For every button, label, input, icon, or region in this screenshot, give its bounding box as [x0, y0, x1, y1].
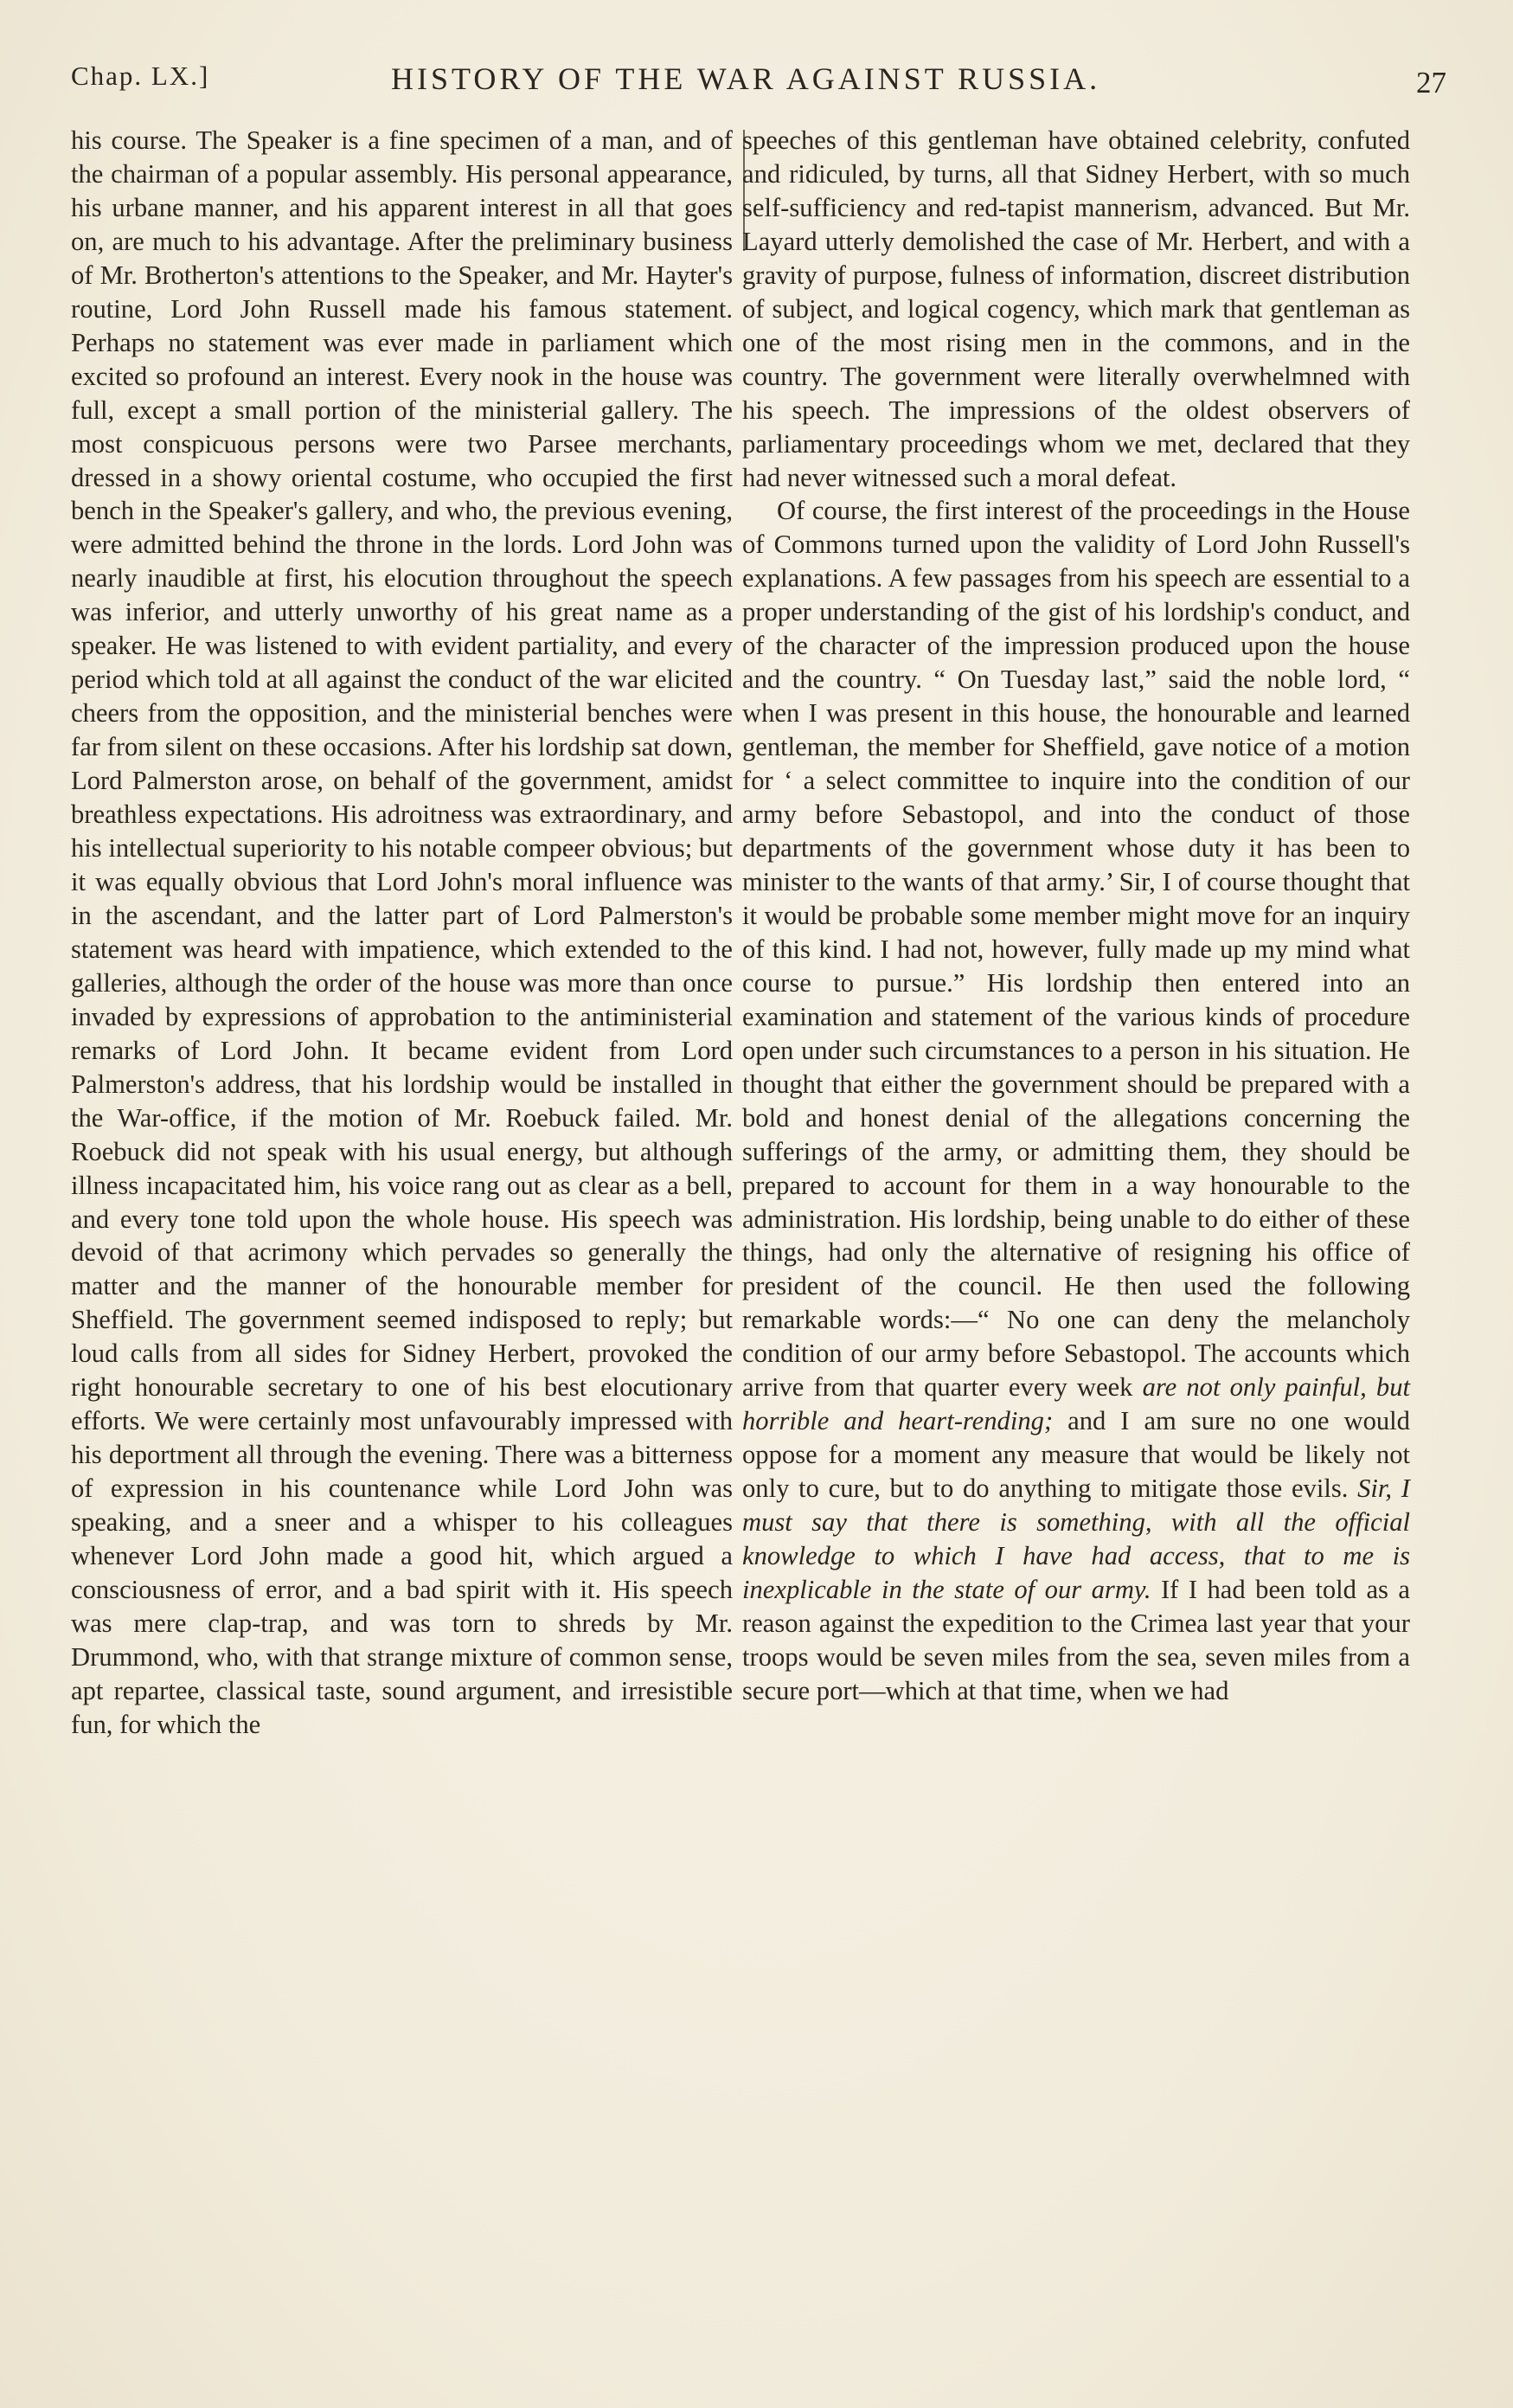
- paragraph-2-start: Of course, the first interest of the proceedings in the House of Commons turned upon the validity of Lord John Russell's explanations. A few passages from his speech are essential to a proper understanding of the gist of his lordship's conduct, and of the character of the impression produced upon the house and the country. “ On Tuesday last,” said the noble lord, “ when I was present in this house, the honourable and learned gentleman, the member for Sheffield, gave notice of a motion for ‘ a select committee to inquire into the condition of our army before Sebastopol, and into the conduct of those departments of the government whose duty it has been to minister to the wants of that army.’ Sir, I of course thought that it would be probable some member might move for an inquiry of this kind. I had not, however, fully made up my mind what course to pursue.” His lordship then entered into an examination and statement of the various kinds of procedure open under such circumstances to a person in his situation. He thought that either the government should be prepared with a bold and honest denial of the allegations concerning the sufferings of the army, or admitting them, they should be prepared to account for them in a way honourable to the administration. His lordship, being unable to do either of these things, had only the alternative of resigning his office of president of the council. He then used the following remarkable words:—“ No one can deny the melancholy condition of our army before Sebastopol. The accounts which arrive from that quarter every week: [742, 496, 1410, 1403]
- right-column: [742, 124, 1410, 1708]
- right-paragraph-2: [742, 494, 1410, 1707]
- page-number: 27: [1416, 66, 1446, 100]
- paragraph-2-end: If I had been told as a reason against the expedition to the Crimea last year that your troops would be seven miles from the sea, seven miles from a secure port—which at that time, when we had: [742, 1574, 1410, 1705]
- left-column: [71, 124, 733, 1742]
- paragraph-2-italic-quote-1: are not only painful, but horrible and heart-rending;: [742, 1372, 1410, 1436]
- left-paragraph-1: his course. The Speaker is a fine specimen of a man, and of the chairman of a popular assembly. His personal appearance, his urbane manner, and his apparent interest in all that goes on, are much to his advantage. After the preliminary business of Mr. Brotherton's attentions to the Speaker, and Mr. Hayter's routine, Lord John Russell made his famous statement. Perhaps no statement was ever made in parliament which excited so profound an interest. Every nook in the house was full, except a small portion of the ministerial gallery. The most conspicuous persons were two Parsee merchants, dressed in a showy oriental costume, who occupied the first bench in the Speaker's gallery, and who, the previous evening, were admitted behind the throne in the lords. Lord John was nearly inaudible at first, his elocution throughout the speech was inferior, and utterly unworthy of his great name as a speaker. He was listened to with evident partiality, and every period which told at all against the conduct of the war elicited cheers from the opposition, and the ministerial benches were far from silent on these occasions. After his lordship sat down, Lord Palmerston arose, on behalf of the government, amidst breathless expectations. His adroitness was extraordinary, and his intellectual superiority to his notable compeer obvious; but it was equally obvious that Lord John's moral influence was in the ascendant, and the latter part of Lord Palmerston's statement was heard with impatience, which extended to the galleries, although the order of the house was more than once invaded by expressions of approbation to the antiministerial remarks of Lord John. It became evident from Lord Palmerston's address, that his lordship would be installed in the War-office, if the motion of Mr. Roebuck failed. Mr. Roebuck did not speak with his usual energy, but although illness incapacitated him, his voice rang out as clear as a bell, and every tone told upon the whole house. His speech was devoid of that acrimony which pervades so generally the matter and the manner of the honourable member for Sheffield. The government seemed indisposed to reply; but loud calls from all sides for Sidney Herbert, provoked the right honourable secretary to one of his best elocutionary efforts. We were certainly most unfavourably impressed with his deportment all through the evening. There was a bitterness of expression in his countenance while Lord John was speaking, and a sneer and a whisper to his colleagues whenever Lord John made a good hit, which argued a consciousness of error, and a bad spirit with it. His speech was mere clap-trap, and was torn to shreds by Mr. Drummond, who, with that strange mixture of common sense, apt repartee, classical taste, sound argument, and irresistible fun, for which the: [71, 125, 733, 1739]
- paragraph-2-italic-quote-2: Sir, I must say that there is something, with all the official knowledge to which I have had access, that to me is inexplicable in the state of our army.: [742, 1474, 1410, 1604]
- chapter-label: Chap. LX.]: [71, 61, 210, 91]
- paragraph-2-middle: and I am sure no one would oppose for a moment any measure that would be likely not only to cure, but to do anything to mitigate those evils.: [742, 1406, 1410, 1504]
- right-paragraph-1: speeches of this gentleman have obtained celebrity, confuted and ridiculed, by turns, all that Sidney Herbert, with so much self-sufficiency and red-tapist mannerism, advanced. But Mr. Layard utterly demolished the case of Mr. Herbert, and with a gravity of purpose, fulness of information, discreet distribution of subject, and logical cogency, which mark that gentleman as one of the most rising men in the commons, and in the country. The government were literally overwhelmned with his speech. The impressions of the oldest observers of parliamentary proceedings whom we met, declared that they had never witnessed such a moral defeat.: [742, 125, 1410, 492]
- running-title: HISTORY OF THE WAR AGAINST RUSSIA.: [391, 61, 1101, 96]
- running-header: [71, 54, 1446, 114]
